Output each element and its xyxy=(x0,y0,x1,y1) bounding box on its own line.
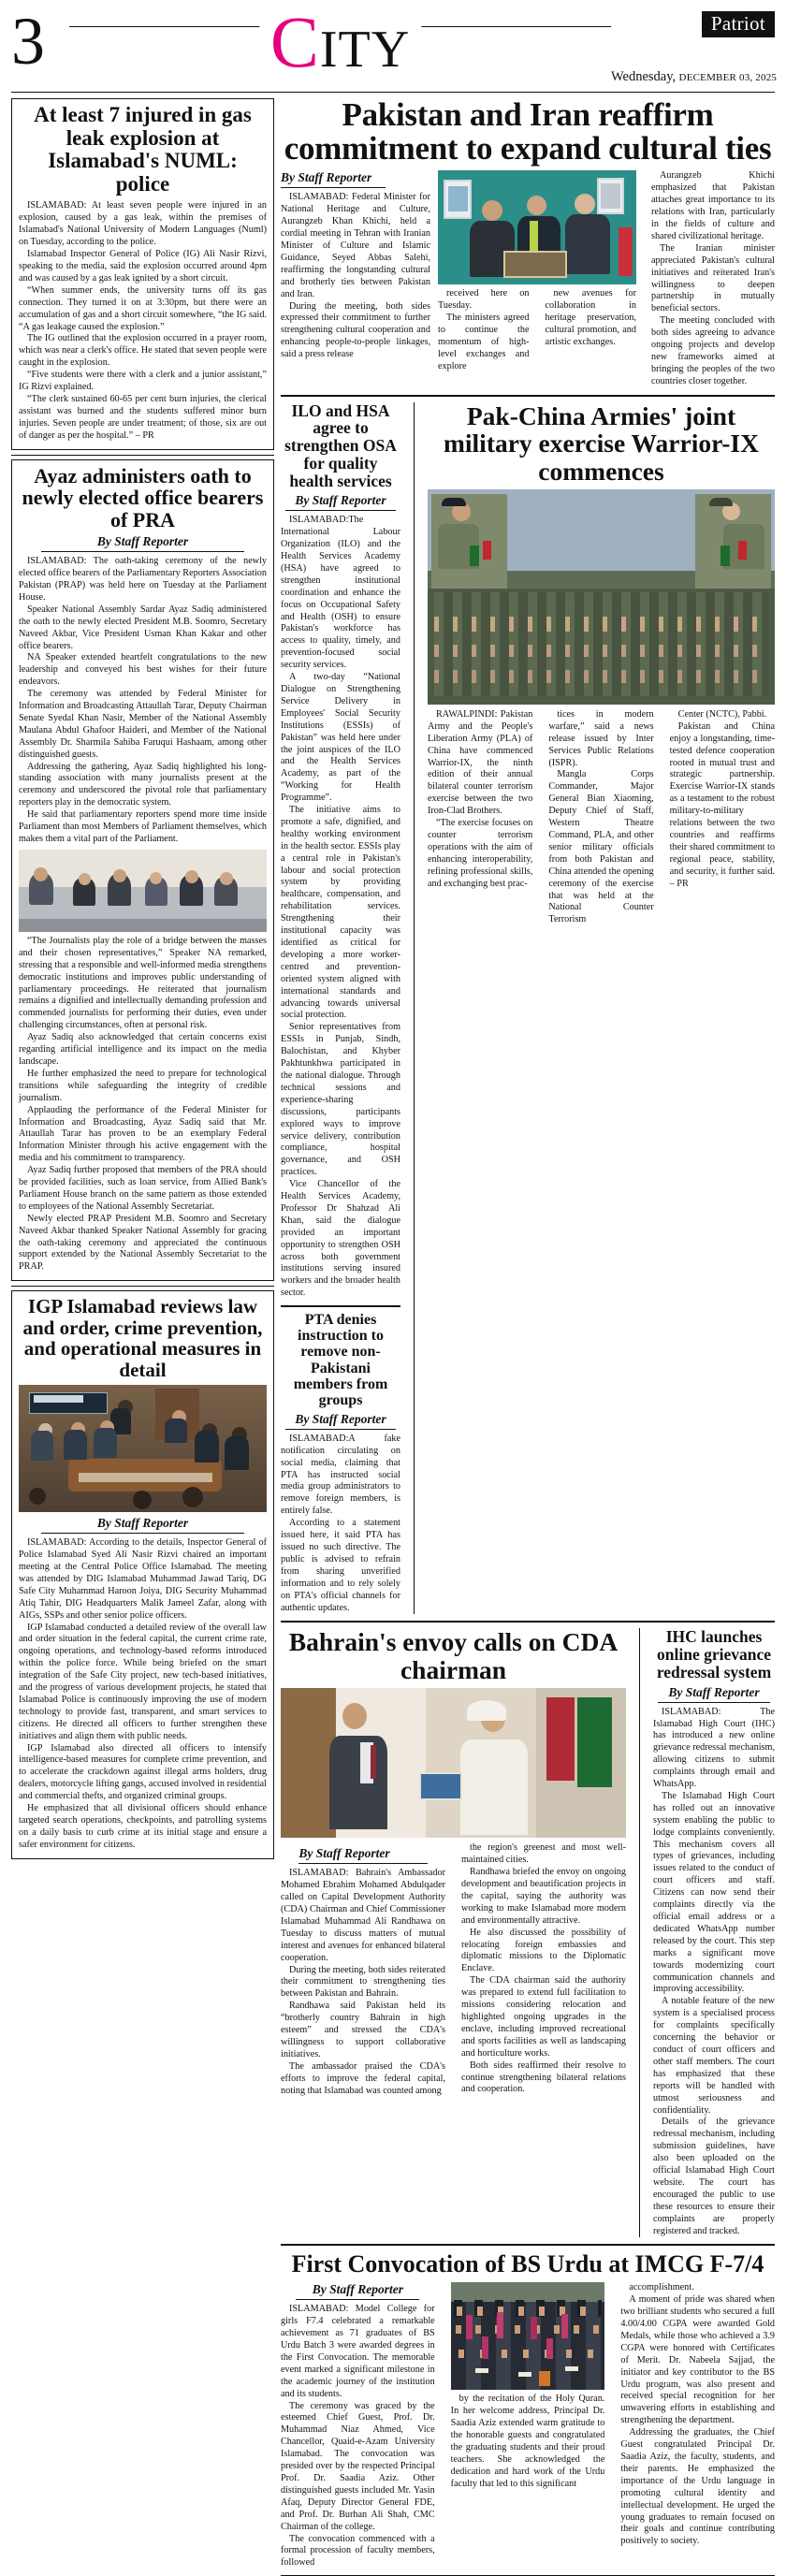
paragraph: The convocation commenced with a formal procession of faculty members, followed xyxy=(281,2533,435,2569)
paragraph: The Iranian minister appreciated Pakistan's cultural initiatives and reiterated Iran's willingness to deepen partnership in mutually beneficial sectors. xyxy=(651,242,775,314)
left-column xyxy=(11,98,274,2576)
section-title-initial: C xyxy=(269,1,320,82)
paragraph: ISLAMABAD: At least seven people were injured in an explosion, caused by a gas leak, within the premises of Islamabad's National University of Modern Languages (Numl) on Tuesday, according to the police. xyxy=(19,200,267,248)
section-title xyxy=(259,1,421,82)
article-ayaz-headline: Ayaz administers oath to newly elected office bearers of PRA xyxy=(22,463,264,531)
masthead-center xyxy=(69,1,611,90)
article-numl-headline: At least 7 injured in gas leak explosion at Islamabad's NUML: police xyxy=(34,103,252,196)
paragraph: tices in modern warfare,” said a news release issued by Inter Services Public Relations (ISPR). xyxy=(548,708,654,768)
paragraph: received here on Tuesday. xyxy=(438,288,530,312)
paragraph: Vice Chancellor of the Health Services Academy, Professor Dr Shahzad Ali Khan, said the dialogue provided an important opportunity to strengthen OSH across both government institutions serving insured workers and the broader health sector. xyxy=(281,1179,400,1299)
paragraph: The ministers agreed to continue the momentum of high-level exchanges and explore xyxy=(438,313,530,371)
article-ihc xyxy=(653,1628,775,2237)
paragraph: Ayaz Sadiq further proposed that members of the PRA should be provided facilities, such as loan service, from Allied Bank's Parliament House branch on the same pattern as those extended to employees of the National Assembly Secretariat. xyxy=(19,1165,267,1212)
divider xyxy=(281,1621,775,1623)
section-title-rest: ITY xyxy=(319,21,411,79)
article-ayaz xyxy=(11,459,274,1282)
byline: By Staff Reporter xyxy=(41,534,244,552)
paragraph: Aurangzeb Khichi emphasized that Pakistan attaches great importance to its relations with Iran, particularly in the fields of culture and shared civilizational heritage. xyxy=(651,170,775,241)
paragraph: ISLAMABAD: The Islamabad High Court (IHC) has introduced a new online grievance redressal mechanism, allowing citizens to submit complaints through email and WhatsApp. xyxy=(653,1706,775,1790)
paragraph: new avenues for collaboration in heritage preservation, cultural promotion, and artistic exchanges. xyxy=(545,288,636,347)
right-column xyxy=(281,98,775,2576)
paragraph: ISLAMABAD: Model College for girls F7.4 celebrated a remarkable achievement as 71 graduates of BS Urdu Batch 3 were awarded degrees in the First Convocation. The memorable event marked a significant milestone in the academic journey of the institution and its students. xyxy=(281,2304,435,2399)
paragraph: RAWALPINDI: Pakistan Army and the People's Liberation Army (PLA) of China have commenced Warrior-IX, the ninth edition of their annual bilateral counter terrorism exercise between the two Iron-Clad Brothers. xyxy=(428,708,533,817)
divider xyxy=(281,2244,775,2246)
byline: By Staff Reporter xyxy=(281,170,386,188)
paragraph: A two-day “National Dialogue on Strengthening Service Delivery in Employees' Social Security Institutions (ESSIs) of Pakistan” was held here under the joint auspices of the ILO and the Health Services Academy, as part of the “Working for Health Programme”. xyxy=(281,672,400,804)
paragraph: “When summer ends, the university turns off its gas connection. They turned it on at 3:30pm, but there were an accumulation of gas and a short circuit somewhere, “the IG said. “A gas leakage caused the explosion.” xyxy=(19,284,267,332)
paragraph: “Five students were there with a clerk and a junior assistant,” IG Rizvi explained. xyxy=(19,370,267,393)
byline: By Staff Reporter xyxy=(285,493,396,511)
article-ilo xyxy=(281,402,400,1615)
article-bahrain-headline: Bahrain's envoy calls on CDA chairman xyxy=(288,1627,619,1684)
paragraph: Details of the grievance redressal mechanism, including submission guidelines, have also been uploaded on the official Islamabad High Court website. The court has encouraged the public to use these resources to ensure their complaints are properly registered and tracked. xyxy=(653,2117,775,2236)
paragraph: He further emphasized the need to prepare for technological transitions while safeguarding the integrity of credible journalism. xyxy=(19,1068,267,1103)
article-pta-headline: PTA denies instruction to remove non-Pakistani members from groups xyxy=(293,1312,388,1408)
article-pak-iran-photo xyxy=(438,170,636,284)
byline: By Staff Reporter xyxy=(298,1846,427,1864)
article-bahrain-photo xyxy=(281,1688,626,1838)
paragraph: ISLAMABAD: According to the details, Inspector General of Police Islamabad Syed Ali Nasir Rizvi chaired an important meeting at the Central Police Office Islamabad. The meeting was attended by DIG Islamabad Muhammad Jawad Tariq, DG Safe City Muhammad Haroon Joiya, DIG Security Muhammad Atiq Tahir, DIG Headquarters Malik Jameel Zafar, along with AIGs, SSPs and other senior police officers. xyxy=(19,1537,267,1621)
divider xyxy=(11,1286,274,1287)
byline: By Staff Reporter xyxy=(41,1516,244,1534)
article-igp-photo xyxy=(19,1385,267,1512)
masthead xyxy=(11,1,778,90)
paragraph: Both sides reaffirmed their resolve to continue strengthening bilateral relations and cooperation. xyxy=(461,2059,626,2095)
paragraph: Islamabad Inspector General of Police (IG) Ali Nasir Rizvi, speaking to the media, said the explosion occurred around 4pm and was caused by a gas leak ignited by a short circuit. xyxy=(19,249,267,284)
article-ihc-headline: IHC launches online grievance redressal system xyxy=(656,1627,772,1681)
article-pak-china-headline: Pak-China Armies' joint military exercise Warrior-IX commences xyxy=(443,400,759,486)
paragraph: Addressing the graduates, the Chief Guest congratulated Principal Dr. Saadia Aziz, the faculty, students, and their parents. He emphasized the importance of the Urdu language in promoting cultural identity and intellectual development. He urged the young graduates to remain focused on their goals and continue contributing positively to society. xyxy=(620,2427,776,2547)
paragraph: “The Journalists play the role of a bridge between the masses and their chosen representatives,” Speaker NA remarked, stressing that a responsible and well-informed media strengthens democratic institutions and improves public understanding of parliamentary proceedings. He reiterated that journalism remains a dignified and intellectually demanding profession and commended journalists for performing their duties, even under challenging circumstances, often at personal risk. xyxy=(19,935,267,1031)
paragraph: Ayaz Sadiq also acknowledged that certain concerns exist regarding artificial intelligence and its impact on the media landscape. xyxy=(19,1032,267,1067)
paragraph: ISLAMABAD:The International Labour Organization (ILO) and the Health Services Academy (HSA) have agreed to strengthen institutional coordination and enhance the focus on Occupational Safety and Health (OSH) to ensure Pakistan's workforce has access to quality, timely, and prevention-focused social security services. xyxy=(281,515,400,671)
paragraph: Newly elected PRAP President M.B. Soomro and Secretary Naveed Akbar thanked Speaker National Assembly for gracing the oath-taking ceremony and appreciated the continuous support extended by the National Assembly Secretariat to the PRAP. xyxy=(19,1213,267,1273)
article-convocation xyxy=(281,2251,775,2569)
paragraph: IGP Islamabad also directed all officers to intensify intelligence-based measures for complete crime prevention, and to accelerate the crackdown against illegal arms holders, drug dealers, motorcycle lifting gangs, accused involved in residential and commercial thefts, and organized criminal groups. xyxy=(19,1742,267,1802)
masthead-right xyxy=(611,9,778,85)
article-igp-headline: IGP Islamabad reviews law and order, crime prevention, and operational measures in detail xyxy=(22,1295,263,1381)
paragraph: The ceremony was attended by Federal Minister for Information and Broadcasting Attaullah Tarar, Deputy Chairman Senate Syedal Khan Nasir, Member of the National Assembly Maulana Abdul Ghafoor Haideri, and Member of the National Assembly Dr. Sharmila Sahiba Faruqui Hashaam, among other distinguished guests. xyxy=(19,689,267,760)
article-pak-iran xyxy=(281,98,775,388)
page-content xyxy=(11,98,775,2576)
paragraph: The meeting concluded with both sides agreeing to advance ongoing projects and develop new frameworks aimed at bringing the peoples of the two countries closer together. xyxy=(651,315,775,386)
dateline xyxy=(611,69,778,85)
section-bahrain-ihc xyxy=(281,1628,775,2237)
paragraph: Pakistan and China enjoy a longstanding, time-tested defence cooperation rooted in mutual trust and strategic partnership. Exercise Warrior-IX stands as a testament to the robust military-to-military relations between the two countries and reaffirms their shared commitment to regional peace, stability, and security, it further said. – PR xyxy=(669,720,775,889)
article-pta xyxy=(281,1312,400,1614)
article-pak-china xyxy=(428,402,775,1615)
paragraph: The initiative aims to promote a safe, dignified, and healthy working environment in the health sector. ESSIs play a central role in Pakistan's labour and social protection system by providing healthcare, compensation, and rehabilitation services. Strengthening their institutional capacity was identified as critical for developing a more worker-centred and prevention-oriented system aligned with international standards and advancing towards universal social protection. xyxy=(281,805,400,1021)
paragraph: The ceremony was graced by the esteemed Chief Guest, Prof. Dr. Muhammad Niaz Ahmed, Vice Chancellor, Quaid-e-Azam University Islamabad. The convocation was presided over by the respected Principal Prof. Dr. Saadia Aziz. Other distinguished guests included Mr. Yasin Afaq, Deputy Director General FDE, and Prof. Dr. Burhan Ali Shah, CMC Chairman of the college. xyxy=(281,2400,435,2532)
paragraph: ISLAMABAD: Bahrain's Ambassador Mohamed Ebrahim Mohamed Abdulqader called on Capital Development Authority (CDA) Chairman and Chief Commissioner Islamabad Muhammad Ali Randhawa on Tuesday to discuss matters of mutual interest and avenues for enhanced bilateral cooperation. xyxy=(281,1868,445,1963)
paragraph: “The exercise focuses on counter terrorism operations with the aim of enhancing interoperability, refining professional skills, and exchanging best prac- xyxy=(428,818,533,889)
paragraph: Senior representatives from ESSIs in Punjab, Sindh, Balochistan, and Khyber Pakhtunkhwa participated in the national dialogue. Through technical sessions and experience-sharing discussions, participants explored ways to improve service delivery, contribution compliance, hospital governance, and OSH practices. xyxy=(281,1022,400,1178)
divider xyxy=(11,455,274,456)
article-igp xyxy=(11,1290,274,1858)
article-bahrain xyxy=(281,1628,626,2237)
paragraph: Mangla Corps Commander, Major General Bian Xiaoming, Deputy Chief of Staff, Western Theatre Command, PLA, and other senior military officials from both Pakistan and China attended the opening ceremony of the exercise that was held at the National Counter Terrorism xyxy=(548,769,654,925)
paragraph: A notable feature of the new system is a specialised process for complaints specifically concerning the behavior or conduct of court officers and other staff members. The court has emphasized that these reports will be handled with utmost seriousness and confidentiality. xyxy=(653,1996,775,2116)
paragraph: ISLAMABAD: The oath-taking ceremony of the newly elected office bearers of the Parliamentary Reporters Association Pakistan (PRAP) was held here on Tuesday at the Parliament House. xyxy=(19,556,267,603)
byline: By Staff Reporter xyxy=(296,2282,419,2300)
paragraph: He said that parliamentary reporters spend more time inside Parliament than most Members of Parliament themselves, which makes them a vital part of the Parliament. xyxy=(19,809,267,844)
paragraph: He emphasized that all divisional officers should enhance targeted search operations, checkpoints, and patrolling systems on a daily basis to curb crime at its initial stage and ensure a safer environment for citizens. xyxy=(19,1803,267,1850)
paragraph: NA Speaker extended heartfelt congratulations to the new leadership and conveyed his best wishes for their future endeavors. xyxy=(19,652,267,688)
article-ayaz-photo xyxy=(19,850,267,932)
paragraph: The CDA chairman said the authority was prepared to extend full facilitation to missions considering relocation and highlighted ongoing upgrades in the enclave, including improved recreational and sports facilities as well as landscaping and horticulture works. xyxy=(461,1975,626,2059)
paragraph: According to a statement issued here, it said PTA has issued no such directive. The public is advised to refrain from sharing unverified information and to rely solely on PTA's official channels for authentic updates. xyxy=(281,1518,400,1613)
dateline-date: DECEMBER 03, 2025 xyxy=(678,72,778,83)
paragraph: Applauding the performance of the Federal Minister for Information and Broadcasting, Ayaz Sadiq said that Mr. Attaullah Tarar has proven to be an exemplary Federal Information Minister through his active engagement with the media and his commitment to transparency. xyxy=(19,1104,267,1164)
column-divider xyxy=(639,1628,640,2237)
paragraph: Randhawa said Pakistan held its “brotherly country Bahrain in high esteem” and stressed the CDA's willingness to support collaborative initiatives. xyxy=(281,2001,445,2059)
article-ilo-headline: ILO and HSA agree to strengthen OSA for quality health services xyxy=(284,400,397,490)
byline: By Staff Reporter xyxy=(285,1412,396,1430)
paragraph: The Islamabad High Court has rolled out an innovative system enabling the public to lodge complaints conveniently. This mechanism covers all types of grievances, including issues related to the conduct of court officers and staff. Citizens can now send their complaints directly via the official email address or a dedicated WhatsApp number released by the court. This step marks a significant move towards modernizing court communication channels and improving accessibility. xyxy=(653,1790,775,1995)
paragraph: accomplishment. xyxy=(629,2282,694,2293)
paragraph: IGP Islamabad conducted a detailed review of the overall law and order situation in the federal capital, the current crime rate, ongoing operations, and technology-based reforms introduced within the police force. While being briefed on the smart integration of the Safe City project, new tech-based initiatives, and the progress of various development projects, he stated that Islamabad Police is continuously improving the use of modern technology to provide fast, transparent, and smart services to citizens. He directed all officers to further strengthen these initiatives and align them with public needs. xyxy=(19,1622,267,1741)
column-divider xyxy=(414,402,415,1615)
paragraph: Center (NCTC), Pabbi. xyxy=(677,708,767,720)
paragraph: Addressing the gathering, Ayaz Sadiq highlighted his long-standing association with many journalists present at the ceremony and underscored the pivotal role that parliamentary reporters play in the democratic system. xyxy=(19,761,267,808)
paragraph: by the recitation of the Holy Quran. In her welcome address, Principal Dr. Saadia Aziz extended warm gratitude to the honorable guests and congratulated the graduating students and their proud teachers. She acknowledged the dedication and hard work of the Urdu faculty that led to this significant xyxy=(450,2394,605,2489)
article-pak-china-photo xyxy=(428,489,775,705)
paragraph: The IG outlined that the explosion occurred in a prayer room, which was near a clerk's office. He stated that seven people were caught in the explosion. xyxy=(19,333,267,369)
paragraph: Speaker National Assembly Sardar Ayaz Sadiq administered the oath to the newly elected President M.B. Soomro, Secretary Naveed Akbar, Vice President Usman Khan Kakar and other office bearers. xyxy=(19,604,267,651)
divider xyxy=(281,395,775,397)
masthead-underline xyxy=(11,92,775,93)
byline: By Staff Reporter xyxy=(658,1685,770,1703)
dateline-day: Wednesday, xyxy=(611,69,677,84)
paragraph: During the meeting, both sides reiterated their commitment to strengthening ties between Pakistan and Bahrain. xyxy=(281,1964,445,2000)
section-ilo-pakchina xyxy=(281,402,775,1615)
paragraph: the region's greenest and most well-maintained cities. xyxy=(461,1842,626,1866)
article-numl xyxy=(11,98,274,450)
paragraph: “The clerk sustained 60-65 per cent burn injuries, the clerical assistant was burned and the students suffered minor burn injuries. Seven people are under treatment; of those, six are out of danger as per the hospital.” – PR xyxy=(19,393,267,441)
article-pak-iran-headline: Pakistan and Iran reaffirm commitment to expand cultural ties xyxy=(284,96,772,167)
paragraph: He also discussed the possibility of relocating foreign embassies and diplomatic missions to the Diplomatic Enclave. xyxy=(461,1927,626,1974)
brand-logo: Patriot xyxy=(702,11,775,37)
paragraph: Randhawa briefed the envoy on ongoing development and beautification projects in the capital, saying the authority was working to make Islamabad more modern and environmentally attractive. xyxy=(461,1867,626,1926)
paragraph: The ambassador praised the CDA's efforts to improve the federal capital, noting that Islamabad was counted among xyxy=(281,2060,445,2096)
paragraph: During the meeting, both sides expressed their commitment to further strengthening cultural cooperation and enhancing people-to-people linkages, said a press release xyxy=(281,300,430,360)
paragraph: ISLAMABAD: Federal Minister for National Heritage and Culture, Aurangzeb Khan Khichi, held a cordial meeting in Tehran with Iranian Minister of Culture and Islamic Guidance, Seyed Abbas Salehi, reaffirming the longstanding cultural and brotherly ties between Pakistan and Iran. xyxy=(281,192,430,299)
paragraph: ISLAMABAD:A fake notification circulating on social media, claiming that PTA has instructed social media group administrators to remove foreign members, is entirely false. xyxy=(281,1433,400,1517)
article-convocation-headline: First Convocation of BS Urdu at IMCG F-7/4 xyxy=(291,2250,764,2278)
divider xyxy=(281,1305,400,1307)
article-convocation-photo xyxy=(451,2282,605,2390)
paragraph: A moment of pride was shared when two brilliant students who secured a full 4.00/4.00 CGPA were awarded Gold Medals, while those who achieved a 3.9 CGPA were honored with Certificates of Merit. Dr. Nabeela Sajjad, the initiator and key contributor to the BS Urdu program, was also present and received special recognition for her unwavering efforts in establishing and strengthening the department. xyxy=(620,2294,776,2426)
page-number: 3 xyxy=(11,4,43,79)
